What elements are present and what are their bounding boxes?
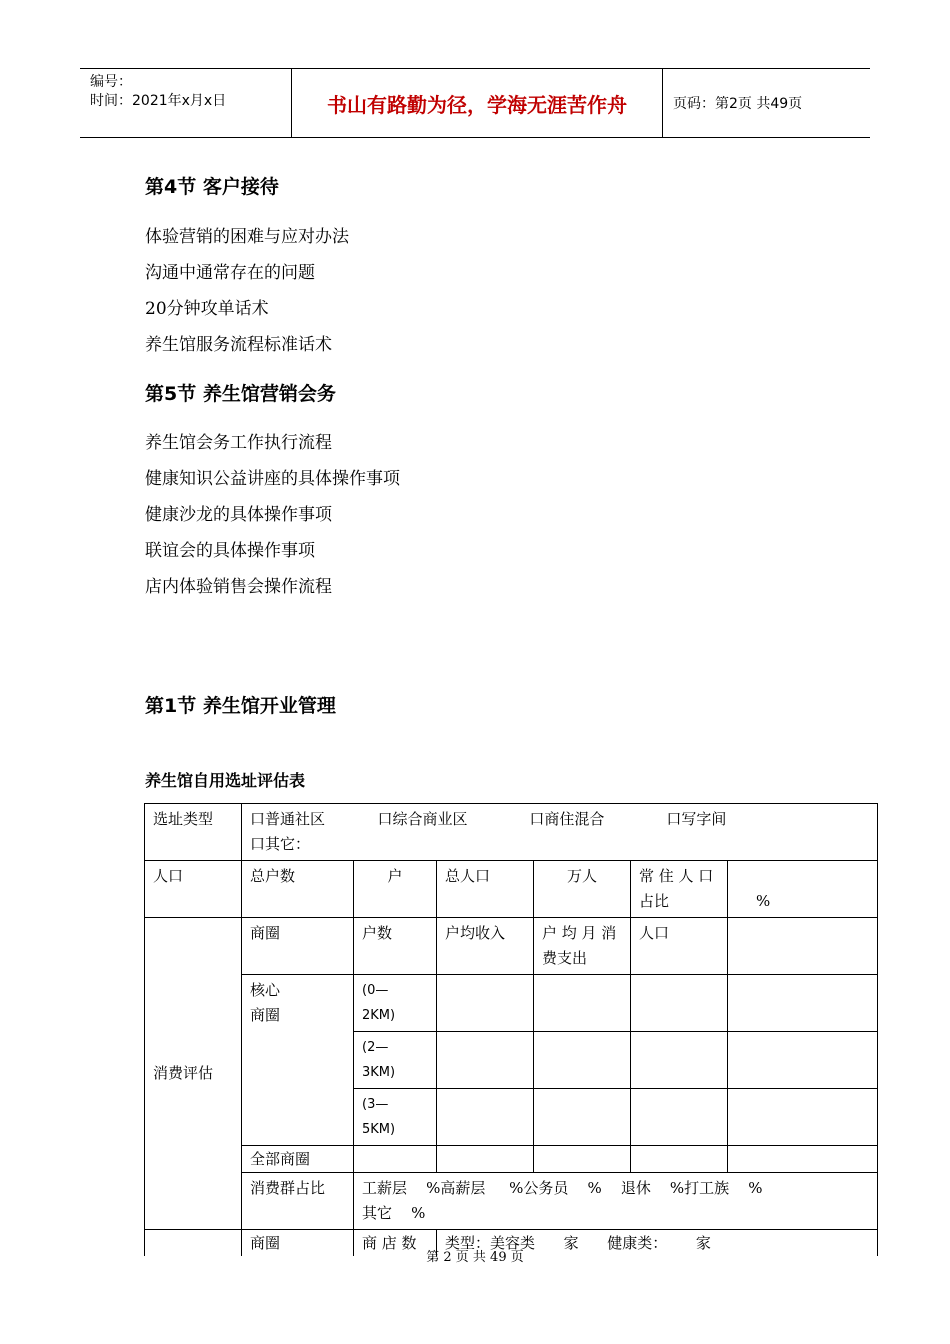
table-title: 养生馆自用选址评估表 — [145, 771, 306, 790]
site-other: 口其它： — [250, 835, 311, 853]
empty-cell — [437, 1032, 534, 1089]
empty-cell — [631, 1089, 728, 1146]
range-start: (2— — [362, 1040, 389, 1055]
table-row — [145, 1173, 878, 1230]
page-footer: 第 2 页 共 49 页 — [426, 1250, 524, 1265]
range-end: 5KM) — [362, 1122, 396, 1137]
site-type-options — [242, 804, 878, 861]
range-cell — [354, 1089, 437, 1146]
resident-ratio-line2: 占比 — [639, 892, 670, 910]
resident-ratio-line1: 常 住 人 口 — [639, 867, 714, 885]
empty-cell — [437, 1089, 534, 1146]
empty-cell — [631, 1146, 728, 1173]
resident-ratio-label — [631, 861, 728, 918]
population-label: 人口 — [145, 861, 242, 918]
table-row — [145, 804, 878, 861]
empty-cell — [631, 1032, 728, 1089]
section-heading: 第1节 养生馆开业管理 — [145, 695, 336, 717]
empty-cell — [534, 1089, 631, 1146]
table-row — [145, 975, 878, 1032]
empty-cell — [534, 975, 631, 1032]
section-item: 联谊会的具体操作事项 — [145, 541, 315, 561]
households-label: 总户数 — [242, 861, 354, 918]
section-heading: 第5节 养生馆营销会务 — [145, 383, 336, 405]
population-unit: 万人 — [534, 861, 631, 918]
consumer-groups-values — [354, 1173, 878, 1230]
range-end: 3KM) — [362, 1065, 396, 1080]
population-header: 人口 — [631, 918, 728, 975]
core-area-label — [242, 975, 354, 1146]
spend-header — [534, 918, 631, 975]
site-options-line: 口普通社区 口综合商业区 口商住混合 口写字间 — [250, 810, 727, 828]
empty-cell — [534, 1146, 631, 1173]
site-type-label: 选址类型 — [145, 804, 242, 861]
spend-header-line2: 费支出 — [542, 949, 588, 967]
header-time: 时间：2021年x月x日 — [90, 93, 227, 109]
households-unit: 户 — [354, 861, 437, 918]
empty-cell — [728, 975, 878, 1032]
range-start: (0— — [362, 983, 389, 998]
shops-types: 类型：美容类 家 健康类： 家 — [437, 1230, 878, 1257]
spend-header-line1: 户 均 月 消 — [542, 924, 617, 942]
shops-area-label: 商圈 — [242, 1230, 354, 1257]
header-motto: 书山有路勤为径，学海无涯苦作舟 — [292, 69, 663, 137]
resident-ratio-percent: % — [728, 861, 878, 918]
section-heading: 第4节 客户接待 — [145, 176, 279, 198]
section-item: 健康知识公益讲座的具体操作事项 — [145, 469, 400, 489]
empty-cell — [631, 975, 728, 1032]
page-header — [80, 68, 870, 138]
range-cell — [354, 975, 437, 1032]
section-item: 沟通中通常存在的问题 — [145, 263, 315, 283]
area-header: 商圈 — [242, 918, 354, 975]
section-item: 养生馆会务工作执行流程 — [145, 433, 332, 453]
empty-cell — [728, 1146, 878, 1173]
empty-cell — [728, 1032, 878, 1089]
shops-count-label: 商 店 数 — [354, 1230, 437, 1257]
table-row — [145, 918, 878, 975]
section-item: 店内体验销售会操作流程 — [145, 577, 332, 597]
header-page-info: 页码：第2页 共49页 — [673, 96, 803, 112]
site-assessment-table — [144, 803, 878, 1256]
core-area-line1: 核心 — [250, 981, 281, 999]
consumer-groups-label: 消费群占比 — [242, 1173, 354, 1230]
empty-cell — [728, 918, 878, 975]
empty-cell — [534, 1032, 631, 1089]
income-header: 户均收入 — [437, 918, 534, 975]
section-item: 20分钟攻单话术 — [145, 299, 269, 319]
empty-cell — [728, 1089, 878, 1146]
core-area-line2: 商圈 — [250, 1006, 281, 1024]
section-item: 体验营销的困难与应对办法 — [145, 227, 349, 247]
table-row — [145, 1146, 878, 1173]
empty-cell — [437, 1146, 534, 1173]
section-item: 养生馆服务流程标准话术 — [145, 335, 332, 355]
section-item: 健康沙龙的具体操作事项 — [145, 505, 332, 525]
header-number: 编号： — [90, 74, 132, 90]
range-start: (3— — [362, 1097, 389, 1112]
consumer-groups-line1: 工薪层 %高薪层 %公务员 % 退休 %打工族 % — [362, 1179, 763, 1197]
range-end: 2KM) — [362, 1008, 396, 1023]
header-meta — [80, 69, 292, 137]
empty-cell — [354, 1146, 437, 1173]
all-area-label: 全部商圈 — [242, 1146, 354, 1173]
households-header: 户数 — [354, 918, 437, 975]
total-population-label: 总人口 — [437, 861, 534, 918]
table-row — [145, 861, 878, 918]
consumption-label: 消费评估 — [145, 918, 242, 1230]
empty-cell — [437, 975, 534, 1032]
range-cell — [354, 1032, 437, 1089]
consumer-groups-line2: 其它 % — [362, 1204, 426, 1222]
